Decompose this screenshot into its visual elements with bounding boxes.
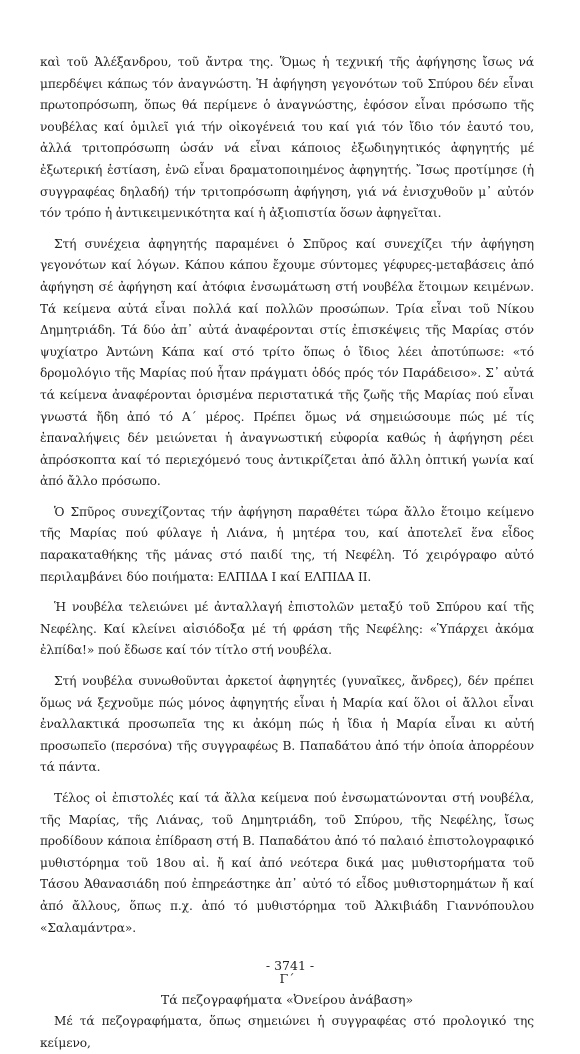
paragraph-2: Στή συνέχεια ἀφηγητής παραμένει ὁ Σπῦρος καί συνεχίζει τήν ἀφήγηση γεγονότων καί λόγων. Κάπου κάπου ἔχουμε σύντομες γέφυρες-μεταβάσεις ἀπό ἀφήγηση σέ ἀφήγηση καί ἀτόφια ἐνσωμάτωση στή νουβέλα ἕτοιμων κειμένων. Τά κείμενα αὐτά εἶναι πολλά καί πολλῶν προσώπων. Τρία εἶναι τοῦ Νίκου Δημητριάδη. Τά δύο ἀπ᾿ αὐτά ἀναφέρονται στίς ἐπισκέψεις τῆς Μαρίας στόν ψυχίατρο Ἀντώνη Κάπα καί στό τρίτο ὅπως ὁ ἴδιος λέει ἀποτύπωσε: «τό δρομολόγιο τῆς Μαρίας πού ἦταν πράγματι ὁδός πρός τόν Παράδεισο». Σ᾿ αὐτά τά κείμενα ἀναφέρονται ὁρισμένα περιστατικά τῆς ζωῆς τῆς Μαρίας πού εἶναι γνωστά ἤδη ἀπό τό Α´ μέρος. Πρέπει ὅμως νά σημειώσουμε πώς μέ τίς ἐπαναλήψεις δέν μειώνεται ἡ ἀναγνωστική εὐφορία καθώς ἡ ἀφήγηση ρέει ἀπρόσκοπτα καί τό περιεχόμενό τους ἀντικρίζεται ἀπό ἄλλη ὀπτική γωνία καί ἀπό ἄλλο πρόσωπο. xyxy=(40,236,534,489)
section-number: Γ´ xyxy=(279,971,295,987)
section-heading xyxy=(40,969,534,1011)
paragraph-6: Τέλος οἱ ἐπιστολές καί τά ἄλλα κείμενα πού ἐνσωματώνονται στή νουβέλα, τῆς Μαρίας, τῆς Λιάνας, τοῦ Δημητριάδη, τοῦ Σπύρου, τῆς Νεφέλης, ἴσως προδίδουν κάποια ἐπίδραση στή Β. Παπαδάτου ἀπό τό παλαιό ἐπιστολογραφικό μυθιστόρημα τοῦ 18ου αἰ. ἤ καί ἀπό νεότερα δικά μας μυθιστορήματα τοῦ Τάσου Ἀθανασιάδη πού ἐπηρεάστηκε ἀπ᾿ αὐτό τό εἶδος μυθιστορημάτων ἤ καί ἀπό ἄλλους, ὅπως π.χ. ἀπό τό μυθιστόρημα τοῦ Ἀλκιβιάδη Γιαννόπουλου «Σαλαμάντρα». xyxy=(40,791,534,935)
paragraph-5: Στή νουβέλα συνωθοῦνται ἀρκετοί ἀφηγητές (γυναῖκες, ἄνδρες), δέν πρέπει ὅμως νά ξεχνοῦμε πώς μόνος ἀφηγητής εἶναι ἡ Μαρία καί ὅλοι οἱ ἄλλοι εἶναι ἐναλλακτικά προσωπεῖα της κι ἀκόμη πώς ἡ ἴδια ἡ Μαρία εἶναι κι αὐτή προσωπεῖο (περσόνα) τῆς συγγραφέως Β. Παπαδάτου ἀπό τήν ὁποία ἀπορρέουν τά πάντα. xyxy=(40,674,534,775)
paragraph-3: Ὁ Σπῦρος συνεχίζοντας τήν ἀφήγηση παραθέτει τώρα ἄλλο ἕτοιμο κείμενο τῆς Μαρίας πού φύλαγε ἡ Λιάνα, ἡ μητέρα του, καί ἀποτελεῖ ἕνα εἶδος παρακαταθήκης τῆς μάνας στό παιδί της, τή Νεφέλη. Τό χειρόγραφο αὐτό περιλαμβάνει δύο ποιήματα: ΕΛΠΙΔΑ Ι καί ΕΛΠΙΔΑ ΙΙ. xyxy=(40,504,534,584)
section-first-line: Μέ τά πεζογραφήματα, ὅπως σημειώνει ἡ συγγραφέας στό προλογικό της κείμενο, xyxy=(40,1014,534,1050)
paragraph-4: Ἡ νουβέλα τελειώνει μέ ἀνταλλαγή ἐπιστολῶν μεταξύ τοῦ Σπύρου καί τῆς Νεφέλης. Καί κλείνει αἰσιόδοξα μέ τή φράση τῆς Νεφέλης: «Ὑπάρχει ἀκόμα ἐλπίδα!» πού ἔδωσε καί τόν τίτλο στή νουβέλα. xyxy=(40,600,534,658)
section-title: Τά πεζογραφήματα «Ὀνείρου ἀνάβαση» xyxy=(160,992,414,1008)
page-number: - 3741 - xyxy=(265,958,315,973)
paragraph-1: καὶ τοῦ Ἀλέξανδρου, τοῦ ἄντρα της. Ὅμως ἡ τεχνική τῆς ἀφήγησης ἴσως νά μπερδέψει κάπως τόν ἀναγνώστη. Ἡ ἀφήγηση γεγονότων τοῦ Σπύρου δέν εἶναι πρωτοπρόσωπη, ὅπως θά περίμενε ὁ ἀναγνώστης, ἐφόσον εἶναι πρόσωπο τῆς νουβέλας καί ὁμιλεῖ γιά τήν οἰκογένειά του καί γιά τόν ἴδιο τόν ἑαυτό του, ἀλλά τριτοπρόσωπη ὡσάν νά εἶναι κάποιος ἐξωδιηγητικός ἀφηγητής μέ ἐξωτερική ἑστίαση, ἐνῶ εἶναι δραματοποιημένος ἀφηγητής. Ἴσως προτίμησε (ἡ συγγραφέας δηλαδή) τήν τριτοπρόσωπη ἀφήγηση, γιά νά ἐνισχυθοῦν μ᾿ αὐτόν τόν τρόπο ἡ ἀντικειμενικότητα καί ἡ ἀξιοπιστία ὅσων ἀφηγεῖται. xyxy=(40,55,534,221)
